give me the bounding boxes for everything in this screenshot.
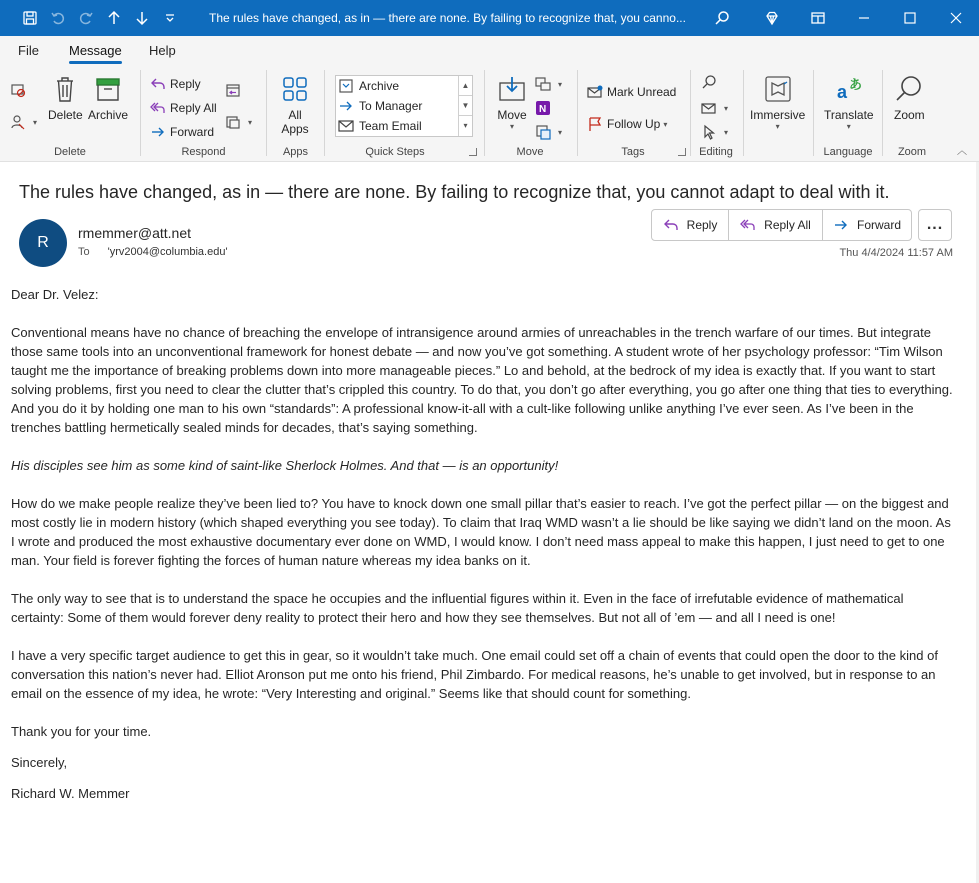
ribbon <box>0 64 979 162</box>
message-body <box>11 285 956 822</box>
delete-group-label: Delete <box>54 146 86 158</box>
collapse-ribbon-icon[interactable]: ︿ <box>957 146 967 157</box>
quick-step-to-manager[interactable]: To Manager <box>338 99 422 113</box>
actions-icon <box>535 124 551 140</box>
undo-icon[interactable] <box>44 0 72 36</box>
translate-button[interactable]: a あ Translate ▾ <box>824 74 874 131</box>
scroll-up-icon[interactable]: ▲ <box>459 76 472 96</box>
message-actions <box>651 209 912 241</box>
tab-file[interactable]: File <box>18 43 39 58</box>
thanks: Thank you for your time. <box>11 724 152 739</box>
move-icon <box>497 74 527 104</box>
reply-all-button[interactable]: Reply All <box>729 210 823 240</box>
expand-gallery-icon[interactable]: ▾ <box>463 121 468 130</box>
language-group <box>814 68 882 160</box>
quick-steps-launcher-icon[interactable] <box>469 148 477 156</box>
restore-layout-icon[interactable] <box>795 0 841 36</box>
reply-all-icon <box>740 217 756 233</box>
message-date: Thu 4/4/2024 11:57 AM <box>839 247 953 259</box>
apps-group-label: Apps <box>282 146 309 158</box>
window-title: The rules have changed, as in — there are none. By failing to recognize that, you canno... <box>209 11 686 25</box>
select-button[interactable]: ▾ <box>701 124 728 140</box>
quick-step-archive[interactable]: Archive <box>338 79 399 93</box>
zoom-icon <box>894 74 924 104</box>
rules-button[interactable]: ▾ <box>535 76 562 92</box>
quick-steps-scroll[interactable] <box>458 76 472 136</box>
cleanup-button[interactable]: ▾ <box>10 114 37 130</box>
sender-address[interactable]: rmemmer@att.net <box>78 225 192 241</box>
related-button[interactable]: ▾ <box>701 100 728 116</box>
scroll-down-icon[interactable]: ▼ <box>459 96 472 116</box>
diamond-icon[interactable] <box>749 0 795 36</box>
search-icon[interactable] <box>699 0 745 36</box>
quick-step-team-email[interactable]: Team Email <box>338 119 422 133</box>
to-label: To <box>78 246 90 258</box>
delete-button[interactable]: Delete <box>48 74 83 122</box>
reply-icon <box>663 217 679 233</box>
close-icon[interactable] <box>933 0 979 36</box>
move-group <box>485 68 575 160</box>
language-group-label: Language <box>823 146 873 158</box>
to-manager-icon <box>338 99 354 113</box>
tags-group <box>578 68 688 160</box>
body-paragraph: The only way to see that is to understand the space he occupies and the influential figures within it. Even in the face of irrefutable evidence of mathematical certainty: Some of them would forever deny reality to protect their hero and how they see themselves. But not all of ’em — and all I need is one! <box>11 591 904 625</box>
closing: Sincerely, <box>11 755 68 770</box>
rules-icon <box>535 76 551 92</box>
onenote-button[interactable] <box>535 100 555 116</box>
ribbon-reply-button[interactable]: Reply <box>150 76 201 92</box>
actions-button[interactable]: ▾ <box>535 124 562 140</box>
recipient-line <box>78 246 228 258</box>
cursor-icon <box>701 124 717 140</box>
customize-toolbar-icon[interactable] <box>156 0 184 36</box>
zoom-group-label: Zoom <box>897 146 927 158</box>
avatar[interactable]: R <box>19 219 67 267</box>
editing-group <box>691 68 741 160</box>
reply-button[interactable]: Reply <box>652 210 729 240</box>
quick-archive-icon <box>338 79 354 93</box>
forward-button[interactable]: Forward <box>823 210 911 240</box>
svg-text:あ: あ <box>848 78 862 93</box>
greeting: Dear Dr. Velez: <box>11 287 99 302</box>
more-actions-button[interactable]: ... <box>918 209 952 241</box>
quick-steps-group <box>0 68 485 160</box>
title-bar <box>0 0 979 36</box>
tags-launcher-icon[interactable] <box>678 148 686 156</box>
mark-unread-icon <box>587 84 603 100</box>
follow-up-button[interactable]: Follow Up ▾ <box>587 116 667 132</box>
more-respond-button[interactable]: ▾ <box>225 114 252 130</box>
next-item-icon[interactable] <box>128 0 156 36</box>
immersive-reader-button[interactable]: Immersive ▾ <box>750 74 805 131</box>
signature: Richard W. Memmer <box>11 786 130 801</box>
save-icon[interactable] <box>16 0 44 36</box>
previous-item-icon[interactable] <box>100 0 128 36</box>
ribbon-reply-all-button[interactable]: Reply All <box>150 100 217 116</box>
flag-icon <box>587 116 603 132</box>
related-mail-icon <box>701 100 717 116</box>
body-paragraph: How do we make people realize they’ve been lied to? You have to knock down one small pillar that’s easier to reach. I’ve got the perfect pillar — on the biggest and most costly lie in modern history (which shaped everything you see today). To claim that Iraq WMD wasn’t a lie should be like saying we didn’t land on the moon. As I wrote and produced the most exhaustive documentary ever done on WMD, I would know. I don’t need mass appeal to make this happen, I just need to get to one man. Your field is forever fighting the forces of human nature whereas my idea banks on it. <box>11 496 951 568</box>
team-email-icon <box>338 119 354 133</box>
respond-group-label: Respond <box>181 146 226 158</box>
zoom-button[interactable]: Zoom <box>894 74 925 122</box>
translate-icon <box>834 74 864 104</box>
body-paragraph: Conventional means have no chance of breaching the envelope of intransigence around armies of unreachables in the trench warfare of our times. But integrate those same tools into an unconventional framework for honest debate — and now you’ve got something. A student wrote of her psychology professor: “Tim Wilson taught me the importance of breaking problems down into more manageable pieces.” Lo and behold, at the bedrock of my idea is exactly that. If you want to start solving problems, first you need to clear the clutter that’s crippled this country. To do that, you don’t go after everything, you go after one thing that ties to everything. And you do it by holding one man to his own “standards”: A professional know-it-all with a cult-like following unlike anything I’ve ever seen. As I’ve been in the trenches battling hermetically sealed minds for decades, that’s saying something. <box>11 325 953 435</box>
mark-unread-button[interactable]: Mark Unread <box>587 84 676 100</box>
tags-group-label: Tags <box>621 146 645 158</box>
body-paragraph: I have a very specific target audience to get this in gear, so it wouldn’t take much. One email could set off a chain of events that could open the door to the kind of conversation this nation’s never had. Elliot Aronson put me onto his friend, Phil Zimbardo. For medical reasons, he’s unable to get involved, but in response to an email on the essence of my idea, he wrote: “Very Interesting and original.” Seems like that should count for something. <box>11 648 938 701</box>
quick-steps-label: Quick Steps <box>365 146 425 158</box>
zoom-group <box>883 68 941 160</box>
tab-message[interactable]: Message <box>69 43 122 58</box>
forward-icon <box>833 217 849 233</box>
move-group-label: Move <box>516 146 544 158</box>
quick-steps-gallery[interactable] <box>335 75 473 137</box>
menu-bar <box>0 36 979 64</box>
message-subject: The rules have changed, as in — there are none. By failing to recognize that, you cannot adapt to deal with it. <box>19 182 890 202</box>
redo-icon[interactable] <box>72 0 100 36</box>
minimize-icon[interactable] <box>841 0 887 36</box>
body-paragraph: His disciples see him as some kind of saint-like Sherlock Holmes. And that — is an opportunity! <box>11 458 559 473</box>
svg-text:N: N <box>539 104 547 115</box>
find-button[interactable] <box>701 74 721 90</box>
editing-group-label: Editing <box>699 146 733 158</box>
ribbon-forward-button[interactable]: Forward <box>150 124 214 140</box>
all-apps-button[interactable]: All Apps <box>280 74 310 136</box>
find-icon <box>701 74 717 90</box>
immersive-reader-icon <box>763 74 793 104</box>
onenote-icon <box>535 100 551 116</box>
move-button[interactable]: Move ▾ <box>497 74 527 131</box>
svg-text:a: a <box>836 82 847 102</box>
archive-button[interactable]: Archive <box>88 74 128 122</box>
maximize-icon[interactable] <box>887 0 933 36</box>
recipient-address[interactable]: 'yrv2004@columbia.edu' <box>107 246 228 258</box>
tab-help[interactable]: Help <box>149 43 176 58</box>
immersive-group <box>744 68 812 160</box>
